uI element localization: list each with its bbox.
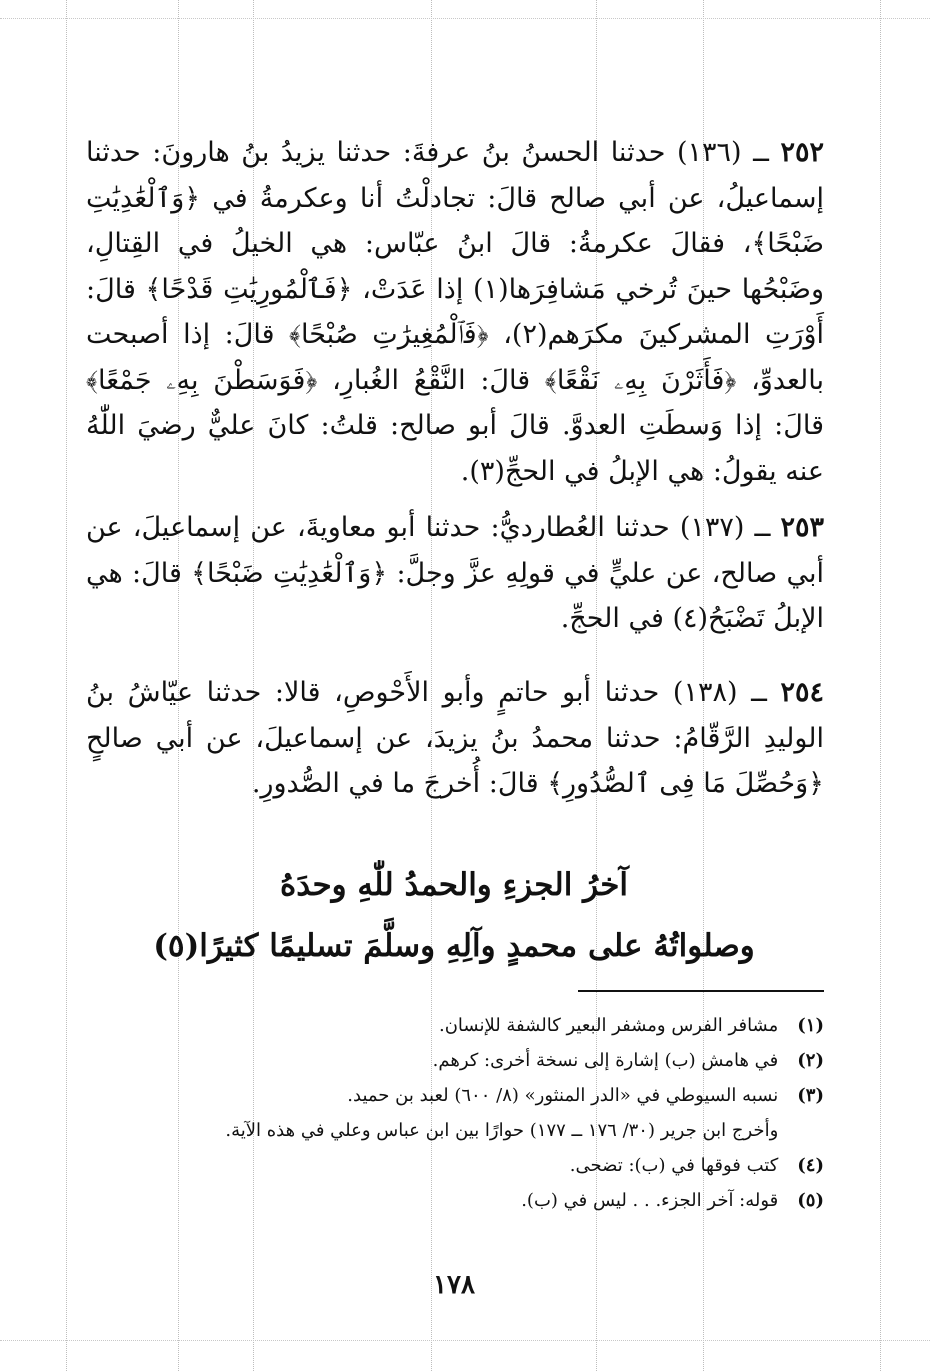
paragraph-text: (١٣٧) حدثنا العُطارديُّ: حدثنا أبو معاويةَ، عن إسماعيلَ، عن أبي صالح، عن عليٍّ في قولِهِ عزَّ وجلَّ: ﴿وَٱلْعَٰدِيَٰتِ ضَبْحًا﴾ قالَ: هي الإبلُ تَضْبَحُ(٤) في الحجِّ.	[86, 512, 824, 634]
footnote-text: قوله: آخر الجزء. . . ليس في (ب).	[521, 1190, 779, 1211]
paragraph-number: ٢٥٤	[780, 677, 824, 708]
footnote-text: في هامش (ب) إشارة إلى نسخة أخرى: كرهم.	[432, 1050, 779, 1071]
paragraph-text: (١٣٦) حدثنا الحسنُ بنُ عرفةَ: حدثنا يزيدُ بنُ هارونَ: حدثنا إسماعيلُ، عن أبي صالح قالَ: تجادلْتُ أنا وعكرمةُ في ﴿وَٱلْعَٰدِيَٰتِ ضَبْحًا﴾، فقالَ عكرمةُ: قالَ ابنُ عبّاس: هي الخيلُ في القِتالِ، وضَبْحُها حينَ تُرخي مَشافِرَها(١) إذا عَدَتْ، ﴿فَٱلْمُورِيَٰتِ قَدْحًا﴾ قالَ: أَوْرَتِ المشركينَ مكرَهم(٢)، ﴿فَٱلْمُغِيرَٰتِ صُبْحًا﴾ قالَ: إذا أصبحت بالعدوِّ، ﴿فَأَثَرْنَ بِهِۦ نَقْعًا﴾ قالَ: النَّقْعُ الغُبارِ، ﴿فَوَسَطْنَ بِهِۦ جَمْعًا﴾ قالَ: إذا وَسطَتِ العدوَّ. قالَ أبو صالح: قلتُ: كانَ عليٌّ رضيَ اللّٰهُ عنه يقولُ: هي الإبلُ في الحجِّ(٣).	[86, 137, 824, 487]
hadith-paragraph-254	[86, 670, 824, 807]
footnote-text: مشافر الفرس ومشفر البعير كالشفة للإنسان.	[438, 1015, 779, 1036]
paragraph-text: (١٣٨) حدثنا أبو حاتمٍ وأبو الأَحْوصِ، قالا: حدثنا عيّاشُ بنُ الوليدِ الرَّقّامُ: حدثنا محمدُ بنُ يزيدَ، عن إسماعيلَ، عن أبي صالحٍ ﴿وَحُصِّلَ مَا فِى ٱلصُّدُورِ﴾ قالَ: أُخرجَ ما في الصُّدورِ.	[86, 677, 824, 799]
paragraph-number: ٢٥٣	[780, 512, 824, 543]
hadith-paragraph-252	[86, 130, 824, 494]
dash: ــ	[754, 512, 771, 543]
footnote	[86, 1078, 824, 1113]
footnote-text: كتب فوقها في (ب): تضحى.	[569, 1155, 779, 1176]
footnote-text: نسبه السيوطي في «الدر المنثور» (٨/ ٦٠٠) لعبد بن حميد.	[347, 1085, 779, 1106]
footnote	[86, 1008, 824, 1043]
paragraph-number: ٢٥٢	[780, 137, 824, 168]
hadith-paragraph-253	[86, 505, 824, 642]
footnote-continuation	[86, 1113, 824, 1148]
footnote-separator	[578, 990, 824, 992]
footnote-number: (٢)	[797, 1050, 824, 1071]
footnote	[86, 1043, 824, 1078]
ruling-line	[0, 18, 930, 19]
dash: ــ	[751, 677, 767, 708]
ruling-line	[66, 0, 67, 1371]
page-number: ١٧٨	[433, 1270, 475, 1300]
footnote-number: (١)	[797, 1015, 824, 1036]
footnote-number: (٣)	[797, 1085, 824, 1106]
footnote	[86, 1148, 824, 1183]
footnote-text: وأخرج ابن جرير (٣٠/ ١٧٦ ــ ١٧٧) حوارًا بين ابن عباس وعلي في هذه الآية.	[225, 1120, 779, 1141]
ruling-line	[880, 0, 881, 1371]
colophon-line-2: وصلواتُهُ على محمدٍ وآلِهِ وسلَّمَ تسليمًا كثيرًا(٥)	[153, 928, 755, 964]
footnote	[86, 1183, 824, 1218]
footnote-number: (٥)	[797, 1190, 824, 1211]
ruling-line	[0, 1340, 930, 1341]
footnote-number: (٤)	[797, 1155, 824, 1176]
dash: ــ	[753, 137, 769, 168]
footnotes	[86, 1008, 824, 1218]
colophon-line-1: آخرُ الجزءِ والحمدُ للّٰهِ وحدَهُ	[279, 867, 628, 903]
